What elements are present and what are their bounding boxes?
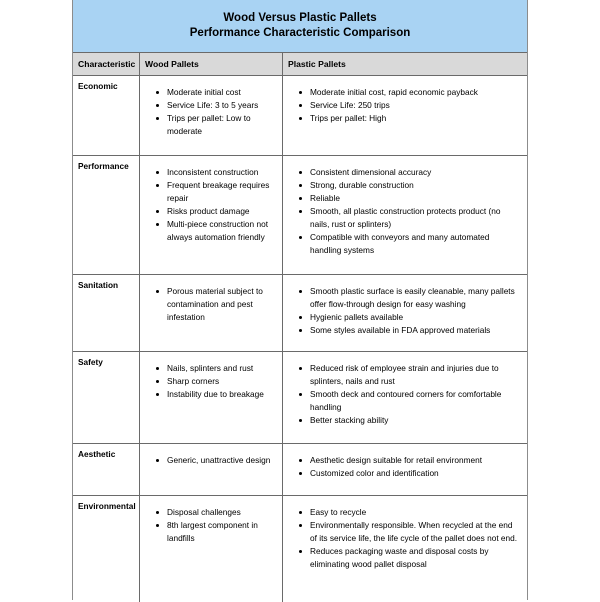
wood-cell [140,496,283,602]
list-item: Reduced risk of employee strain and injuries due to splinters, nails and rust [283,362,521,388]
list-item: Inconsistent construction [140,166,276,179]
list-item: Environmentally responsible. When recycled at the end of its service life, the life cycle of the pallet does not end. [283,519,521,545]
table-row [73,275,527,352]
list-item: Consistent dimensional accuracy [283,166,521,179]
table-row [73,76,527,156]
characteristic-cell: Aesthetic [73,444,140,495]
table-row [73,444,527,496]
header-wood: Wood Pallets [140,53,283,75]
header-plastic: Plastic Pallets [288,59,346,69]
characteristic-cell: Economic [73,76,140,155]
characteristic-cell: Environmental [73,496,140,602]
plastic-cell [283,76,527,155]
list-item: Customized color and identification [283,467,521,480]
list-item: Instability due to breakage [140,388,276,401]
list-item: Moderate initial cost, rapid economic payback [283,86,521,99]
characteristic-cell: Performance [73,156,140,274]
list-item: Generic, unattractive design [140,454,276,467]
list-item: Compatible with conveyors and many automated handling systems [283,231,521,257]
list-item: 8th largest component in landfills [140,519,276,545]
list-item: Nails, splinters and rust [140,362,276,375]
list-item: Risks product damage [140,205,276,218]
comparison-table [72,0,528,600]
plastic-cell [283,275,527,351]
list-item: Sharp corners [140,375,276,388]
wood-cell [140,156,283,274]
plastic-cell [283,444,527,495]
list-item: Reduces packaging waste and disposal costs by eliminating wood pallet disposal [283,545,521,571]
list-item: Multi-piece construction not always automation friendly [140,218,276,244]
plastic-cell [283,156,527,274]
wood-cell [140,275,283,351]
list-item: Trips per pallet: High [283,112,521,125]
list-item: Reliable [283,192,521,205]
list-item: Service Life: 250 trips [283,99,521,112]
list-item: Better stacking ability [283,414,521,427]
list-item: Easy to recycle [283,506,521,519]
list-item: Service Life: 3 to 5 years [140,99,276,112]
table-row [73,496,527,602]
list-item: Disposal challenges [140,506,276,519]
list-item: Some styles available in FDA approved materials [283,324,521,337]
list-item: Smooth, all plastic construction protects product (no nails, rust or splinters) [283,205,521,231]
header-characteristic: Characteristic [73,53,140,75]
header-row [73,53,527,76]
characteristic-cell: Sanitation [73,275,140,351]
list-item: Hygienic pallets available [283,311,521,324]
list-item: Trips per pallet: Low to moderate [140,112,276,138]
list-item: Strong, durable construction [283,179,521,192]
table-row [73,156,527,275]
characteristic-cell: Safety [73,352,140,443]
wood-cell [140,76,283,155]
title-line-2: Performance Characteristic Comparison [189,27,411,39]
wood-cell [140,352,283,443]
title-line-1: Wood Versus Plastic Pallets [223,12,377,24]
list-item: Frequent breakage requires repair [140,179,276,205]
list-item: Moderate initial cost [140,86,276,99]
plastic-cell [283,496,527,602]
list-item: Smooth deck and contoured corners for comfortable handling [283,388,521,414]
wood-cell [140,444,283,495]
list-item: Smooth plastic surface is easily cleanable, many pallets offer flow-through design for easy washing [283,285,521,311]
table-row [73,352,527,444]
plastic-cell [283,352,527,443]
list-item: Aesthetic design suitable for retail environment [283,454,521,467]
table-title [73,0,527,53]
list-item: Porous material subject to contamination and pest infestation [140,285,276,324]
